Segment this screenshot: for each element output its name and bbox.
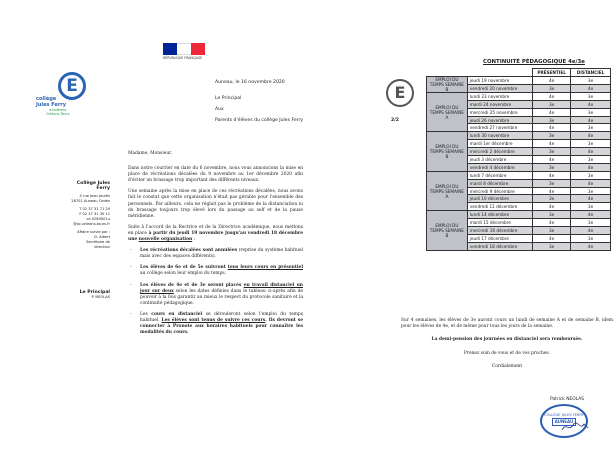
header-distanciel: DISTANCIEL — [571, 69, 611, 77]
distanciel-cell: 3e — [571, 187, 611, 195]
table-title: CONTINUITÉ PÉDAGOGIQUE 4e/3e — [483, 59, 585, 65]
presentiel-cell: 3e — [533, 211, 571, 219]
presentiel-cell: 3e — [533, 179, 571, 187]
signature-icon — [560, 420, 590, 434]
week-label: EMPLOI DU TEMPS SEMAINE B — [427, 132, 468, 171]
day-cell: mercredi 25 novembre — [467, 108, 532, 116]
stamp-bottom-text: AUNEAU — [552, 418, 577, 426]
letter-e-logo-icon: E — [58, 72, 86, 100]
academy-line2: Orléans-Tours — [46, 112, 70, 116]
list-item — [128, 265, 303, 277]
schedule-table — [426, 68, 611, 251]
day-cell: lundi 14 décembre — [467, 211, 532, 219]
distanciel-cell: 3e — [571, 108, 611, 116]
stamp-top-text: COLLÈGE JULES FERRY — [544, 413, 584, 417]
page2-text — [401, 318, 613, 377]
presentiel-cell: 4e — [533, 171, 571, 179]
header-presentiel: PRÉSENTIEL — [533, 69, 571, 77]
table-row — [427, 171, 611, 179]
presentiel-cell: 4e — [533, 76, 571, 84]
school-logo-line2: Jules Ferry — [36, 102, 67, 108]
distanciel-cell: 4e — [571, 132, 611, 140]
presentiel-cell: 4e — [533, 234, 571, 242]
distanciel-cell: 4e — [571, 179, 611, 187]
presentiel-cell: 3e — [533, 100, 571, 108]
page2-paragraph-1: Sur 4 semaines, les élèves de 3e auront cours un lundi de semaine A et de semaine B, idem pour les élèves de 4e, et de même pour tous les jours de la semaine. — [401, 318, 613, 330]
distanciel-cell: 4e — [571, 211, 611, 219]
table-row — [427, 211, 611, 219]
sidebar-address1: 4 rue Jean Jaurès — [79, 194, 110, 198]
item3-rest: selon les dates définies dans le tableau ci-après afin de pouvoir à la fois garantir au mieux le respect du protocole sanitaire et la continuité pédagogique. — [140, 288, 303, 306]
sidebar-case1: Affaire suivie par : — [77, 230, 110, 234]
academy-name — [46, 108, 70, 116]
presentiel-cell: 3e — [533, 195, 571, 203]
paragraph-3 — [128, 225, 303, 243]
signer-name: Patrick NEOLAS — [550, 397, 585, 402]
distanciel-cell: 3e — [571, 171, 611, 179]
school-contact-sidebar — [70, 181, 110, 300]
item4-mid: se dérouleront selon l'emploi du temps habituel. — [140, 311, 303, 323]
p3-underline: nouvelle organisation — [138, 237, 193, 243]
presentiel-cell: 3e — [533, 163, 571, 171]
distanciel-cell: 3e — [571, 156, 611, 164]
sidebar-signer-name: P. NEOLAS — [91, 295, 110, 299]
day-cell: jeudi 10 décembre — [467, 195, 532, 203]
distanciel-cell: 4e — [571, 195, 611, 203]
day-cell: jeudi 26 novembre — [467, 116, 532, 124]
presentiel-cell: 3e — [533, 84, 571, 92]
republic-logo-text: RÉPUBLIQUE FRANÇAISE — [163, 56, 203, 60]
presentiel-cell: 3e — [533, 227, 571, 235]
list-item — [128, 283, 303, 307]
presentiel-cell: 3e — [533, 132, 571, 140]
table-row — [427, 132, 611, 140]
sidebar-email-domain: @ac-orleans-tours.fr — [73, 222, 110, 226]
distanciel-cell: 4e — [571, 227, 611, 235]
sidebar-fax: F 02 37 31 30 11 — [79, 212, 110, 216]
day-cell: vendredi 20 novembre — [467, 84, 532, 92]
blank-header — [427, 69, 468, 77]
sidebar-school: Collège Jules Ferry — [76, 181, 110, 191]
week-label: EMPLOI DU TEMPS SEMAINE B — [427, 76, 468, 92]
sender: Le Principal — [215, 96, 242, 101]
list-item — [128, 248, 303, 260]
day-cell: mardi 8 décembre — [467, 179, 532, 187]
blank-header — [467, 69, 532, 77]
presentiel-cell: 3e — [533, 116, 571, 124]
distanciel-cell: 4e — [571, 163, 611, 171]
item2-rest: au collège selon leur emploi du temps. — [140, 271, 227, 277]
day-cell: lundi 23 novembre — [467, 92, 532, 100]
academy-line1: académie — [49, 108, 67, 112]
sidebar-signer-role: Le Principal — [79, 290, 110, 295]
p3-bold: à partir du jeudi 19 novembre jusqu'au vendredi 18 décembre une — [128, 230, 303, 243]
item1-bold: Les récréations décalées sont annulées — [140, 248, 238, 254]
republic-logo — [163, 43, 205, 60]
school-logo-name — [36, 96, 76, 108]
sidebar-case3: Secrétaire de direction — [86, 240, 110, 249]
item4-start: Les — [140, 311, 152, 317]
place-date: Auneau, le 16 novembre 2020 — [215, 80, 285, 85]
paragraph-1: Dans notre courrier en date du 6 novembre, nous vous annoncions la mise en place de récréations décalées du 9 novembre au 1er décembre 2020 afin d'éviter un brassage trop important des différents niveaux. — [128, 166, 303, 184]
letter-page-2 — [308, 0, 616, 462]
day-cell: jeudi 17 décembre — [467, 234, 532, 242]
sidebar-address2: 28701 Auneau Cedex — [71, 199, 110, 203]
item2-underline: tous leurs cours en présentiel — [227, 265, 304, 271]
day-cell: vendredi 18 décembre — [467, 242, 532, 250]
paragraph-2: Une semaine après la mise en place de ces récréations décalées, nous avons fait le constat que cette organisation n'était pas gérable pour l'ensemble des personnels. Par ailleurs, cela ne réglait pas le problème de la distanciation ni du brassage toujours trop élevé lors du passage au self et de la pause méridienne. — [128, 189, 303, 219]
distanciel-cell: 3e — [571, 203, 611, 211]
week-label: EMPLOI DU TEMPS SEMAINE A — [427, 171, 468, 210]
distanciel-cell: 3e — [571, 234, 611, 242]
measures-list — [128, 248, 303, 336]
presentiel-cell: 3e — [533, 242, 571, 250]
day-cell: mercredi 16 décembre — [467, 227, 532, 235]
distanciel-cell: 3e — [571, 76, 611, 84]
item2-bold: Les élèves de 6e et de 5e suivront — [140, 265, 228, 271]
page2-paragraph-3: Prenez soin de vous et de vos proches. — [463, 350, 551, 356]
sidebar-case2: D. Albert — [94, 235, 110, 239]
presentiel-cell: 4e — [533, 156, 571, 164]
page2-paragraph-2: La demi-pension des journées en distanciel sera remboursée. — [431, 337, 583, 343]
distanciel-cell: 3e — [571, 219, 611, 227]
item3-bold: Les élèves de 4e et de 3e seront placés — [140, 282, 244, 288]
presentiel-cell: 4e — [533, 203, 571, 211]
presentiel-cell: 4e — [533, 140, 571, 148]
recipient-prefix: Aux — [215, 107, 224, 112]
day-cell: lundi 30 novembre — [467, 132, 532, 140]
day-cell: lundi 7 décembre — [467, 171, 532, 179]
table-row — [427, 76, 611, 84]
sidebar-email: ce.0280001u — [86, 217, 110, 221]
item4-underline: Les élèves sont tenus de suivre ces cours — [161, 317, 266, 323]
distanciel-cell: 3e — [571, 92, 611, 100]
day-cell: jeudi 19 novembre — [467, 76, 532, 84]
table-header-row — [427, 69, 611, 77]
day-cell: vendredi 11 décembre — [467, 203, 532, 211]
page-number: 2/2 — [391, 118, 399, 123]
table-row — [427, 92, 611, 100]
presentiel-cell: 4e — [533, 108, 571, 116]
presentiel-cell: 4e — [533, 219, 571, 227]
sidebar-phone: T 02 37 31 71 29 — [79, 207, 110, 211]
item4-bold1: cours en distanciel — [151, 311, 203, 317]
distanciel-cell: 3e — [571, 124, 611, 132]
day-cell: jeudi 3 décembre — [467, 156, 532, 164]
day-cell: mardi 24 novembre — [467, 100, 532, 108]
week-label: EMPLOI DU TEMPS SEMAINE A — [427, 92, 468, 131]
french-flag-icon — [163, 43, 205, 55]
day-cell: mercredi 2 décembre — [467, 148, 532, 156]
presentiel-cell: 4e — [533, 187, 571, 195]
day-cell: vendredi 27 novembre — [467, 124, 532, 132]
recipients: Parents d'élèves du collège Jules Ferry — [215, 118, 304, 123]
distanciel-cell: 3e — [571, 140, 611, 148]
day-cell: mardi 15 décembre — [467, 219, 532, 227]
letter-header — [215, 80, 307, 124]
item4-bold2: . Ils devront se connecter à Pronote aux horaires habituels pour connaître les modalités du cours. — [140, 317, 304, 336]
list-item — [128, 312, 303, 336]
day-cell: vendredi 4 décembre — [467, 163, 532, 171]
day-cell: mercredi 9 décembre — [467, 187, 532, 195]
distanciel-cell: 4e — [571, 84, 611, 92]
letter-body — [128, 151, 303, 341]
distanciel-cell: 4e — [571, 100, 611, 108]
p3-start: Suite à l'accord de la Rectrice et de la Directrice académique, nous mettons en place — [128, 224, 303, 236]
school-logo-line1: collège — [36, 96, 57, 102]
distanciel-cell: 4e — [571, 242, 611, 250]
presentiel-cell: 3e — [533, 148, 571, 156]
day-cell: mardi 1er décembre — [467, 140, 532, 148]
salutation: Madame, Monsieur, — [128, 151, 173, 156]
closing: Cordialement — [491, 363, 523, 369]
item1-rest: (reprise du système habituel mais avec des espaces différents). — [140, 248, 303, 260]
item3-underline: en travail distanciel un jour sur deux — [140, 282, 303, 294]
presentiel-cell: 4e — [533, 92, 571, 100]
letter-e-logo-grey-icon: E — [386, 79, 414, 107]
week-label: EMPLOI DU TEMPS SEMAINE B — [427, 211, 468, 250]
p3-end: : — [192, 237, 196, 243]
distanciel-cell: 4e — [571, 148, 611, 156]
distanciel-cell: 4e — [571, 116, 611, 124]
presentiel-cell: 4e — [533, 124, 571, 132]
